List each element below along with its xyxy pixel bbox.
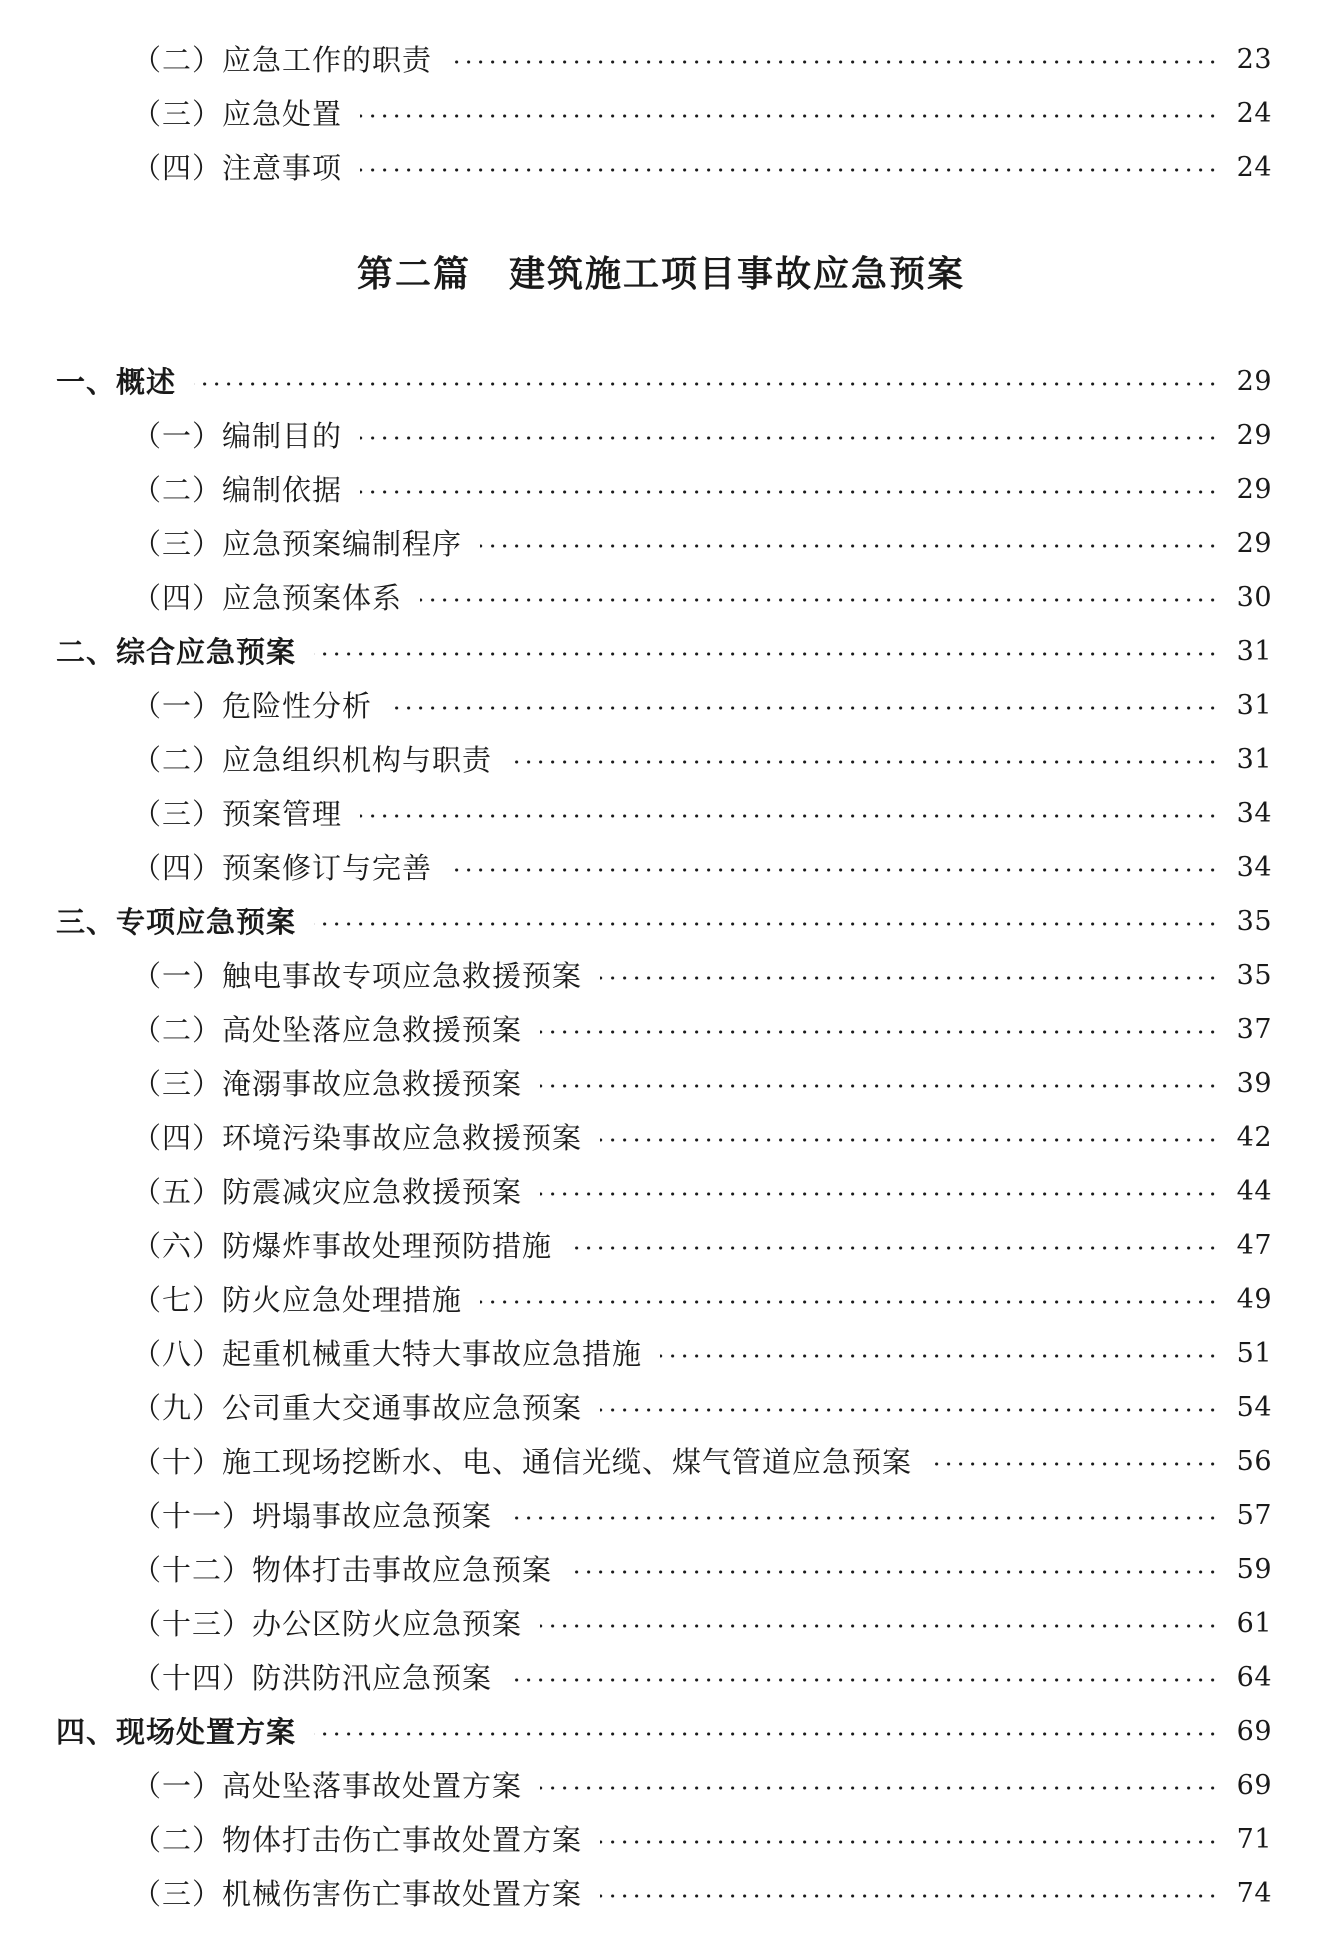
dot-leader — [600, 1408, 1219, 1412]
toc-entry-page: 29 — [1236, 474, 1272, 505]
toc-entry-page: 24 — [1236, 98, 1272, 129]
toc-entry-label: （一）编制目的 — [132, 419, 343, 453]
toc-entry[interactable] — [132, 1489, 1272, 1543]
toc-entry-label: （十一）坍塌事故应急预案 — [132, 1499, 493, 1533]
dot-leader — [540, 1192, 1219, 1196]
toc-entry-page: 54 — [1236, 1392, 1272, 1423]
toc-entry-label: （三）淹溺事故应急救援预案 — [132, 1067, 523, 1101]
toc-entry[interactable] — [132, 1597, 1272, 1651]
toc-entry-label: （六）防爆炸事故处理预防措施 — [132, 1229, 553, 1263]
toc-entry[interactable] — [132, 733, 1272, 787]
toc-entry[interactable] — [132, 1651, 1272, 1705]
dot-leader — [314, 922, 1219, 926]
toc-entry-label: （三）应急预案编制程序 — [132, 527, 463, 561]
toc-entry-page: 30 — [1236, 582, 1272, 613]
toc-entry-label: （四）环境污染事故应急救援预案 — [132, 1121, 583, 1155]
toc-entry[interactable] — [132, 1111, 1272, 1165]
toc-entry-page: 44 — [1236, 1176, 1272, 1207]
toc-entry-page: 69 — [1236, 1770, 1272, 1801]
toc-entry-label: （二）应急组织机构与职责 — [132, 743, 493, 777]
toc-entry-page: 31 — [1236, 690, 1272, 721]
dot-leader — [540, 1624, 1219, 1628]
toc-entry-label: （二）高处坠落应急救援预案 — [132, 1013, 523, 1047]
toc-entry-page: 49 — [1236, 1284, 1272, 1315]
toc-section[interactable] — [56, 625, 1272, 679]
dot-leader — [540, 1786, 1219, 1790]
toc-entry-page: 35 — [1236, 960, 1272, 991]
dot-leader — [360, 168, 1219, 172]
toc-entry-page: 34 — [1236, 798, 1272, 829]
toc-section-label: 一、概述 — [56, 365, 177, 399]
toc-entry-label: （四）应急预案体系 — [132, 581, 403, 615]
dot-leader — [480, 1300, 1219, 1304]
toc-entry[interactable] — [132, 33, 1272, 87]
toc-entry[interactable] — [132, 409, 1272, 463]
toc-entry-label: （一）触电事故专项应急救援预案 — [132, 959, 583, 993]
toc-entry-label: （三）机械伤害伤亡事故处置方案 — [132, 1877, 583, 1911]
toc-entry-page: 24 — [1236, 152, 1272, 183]
toc-entry-page: 57 — [1236, 1500, 1272, 1531]
dot-leader — [194, 382, 1219, 386]
dot-leader — [360, 114, 1219, 118]
toc-entry-label: （四）预案修订与完善 — [132, 851, 433, 885]
toc-entry[interactable] — [132, 517, 1272, 571]
toc-section-page: 31 — [1236, 636, 1272, 667]
toc-section[interactable] — [56, 895, 1272, 949]
dot-leader — [360, 490, 1219, 494]
toc-entry[interactable] — [132, 1165, 1272, 1219]
toc-entry-page: 34 — [1236, 852, 1272, 883]
toc-entry[interactable] — [132, 1219, 1272, 1273]
toc-entry-label: （二）编制依据 — [132, 473, 343, 507]
dot-leader — [510, 1678, 1219, 1682]
toc-section-page: 35 — [1236, 906, 1272, 937]
toc-entry[interactable] — [132, 1057, 1272, 1111]
dot-leader — [540, 1030, 1219, 1034]
toc-entry-label: （八）起重机械重大特大事故应急措施 — [132, 1337, 643, 1371]
toc-entry[interactable] — [132, 571, 1272, 625]
toc-section-page: 29 — [1236, 366, 1272, 397]
toc-entry-page: 31 — [1236, 744, 1272, 775]
toc-entry-page: 59 — [1236, 1554, 1272, 1585]
toc-entry-label: （十二）物体打击事故应急预案 — [132, 1553, 553, 1587]
toc-entry-label: （十三）办公区防火应急预案 — [132, 1607, 523, 1641]
toc-section-label: 三、专项应急预案 — [56, 905, 297, 939]
dot-leader — [570, 1570, 1219, 1574]
dot-leader — [540, 1084, 1219, 1088]
toc-entry[interactable] — [132, 1381, 1272, 1435]
toc-entry-label: （五）防震减灾应急救援预案 — [132, 1175, 523, 1209]
toc-entry[interactable] — [132, 1273, 1272, 1327]
toc-entry[interactable] — [132, 1435, 1272, 1489]
toc-entry-page: 64 — [1236, 1662, 1272, 1693]
dot-leader — [420, 598, 1219, 602]
toc-entry-label: （二）物体打击伤亡事故处置方案 — [132, 1823, 583, 1857]
dot-leader — [600, 976, 1219, 980]
toc-entry[interactable] — [132, 141, 1272, 195]
toc-entry[interactable] — [132, 787, 1272, 841]
dot-leader — [314, 652, 1219, 656]
toc-section-page: 69 — [1236, 1716, 1272, 1747]
dot-leader — [660, 1354, 1219, 1358]
dot-leader — [600, 1840, 1219, 1844]
toc-section[interactable] — [56, 1705, 1272, 1759]
dot-leader — [480, 544, 1219, 548]
toc-entry-page: 37 — [1236, 1014, 1272, 1045]
toc-entry-label: （十四）防洪防汛应急预案 — [132, 1661, 493, 1695]
toc-entry[interactable] — [132, 1759, 1272, 1813]
toc-entry[interactable] — [132, 1543, 1272, 1597]
toc-section[interactable] — [56, 355, 1272, 409]
toc-entry-label: （十）施工现场挖断水、电、通信光缆、煤气管道应急预案 — [132, 1445, 913, 1479]
toc-entry-label: （三）预案管理 — [132, 797, 343, 831]
toc-entry-label: （九）公司重大交通事故应急预案 — [132, 1391, 583, 1425]
dot-leader — [390, 706, 1219, 710]
toc-entry[interactable] — [132, 1813, 1272, 1867]
toc-entry[interactable] — [132, 1003, 1272, 1057]
toc-entry-page: 47 — [1236, 1230, 1272, 1261]
toc-entry[interactable] — [132, 1867, 1272, 1921]
dot-leader — [450, 868, 1219, 872]
toc-entry-page: 39 — [1236, 1068, 1272, 1099]
toc-entry-label: （三）应急处置 — [132, 97, 343, 131]
toc-entry[interactable] — [132, 949, 1272, 1003]
toc-entry-page: 56 — [1236, 1446, 1272, 1477]
dot-leader — [510, 1516, 1219, 1520]
toc-entry-page: 61 — [1236, 1608, 1272, 1639]
toc-entry-page: 23 — [1236, 44, 1272, 75]
toc-entry-label: （一）危险性分析 — [132, 689, 373, 723]
toc-entry-page: 51 — [1236, 1338, 1272, 1369]
toc-entry-page: 29 — [1236, 528, 1272, 559]
part-title: 第二篇 建筑施工项目事故应急预案 — [356, 253, 965, 295]
toc-entry-page: 29 — [1236, 420, 1272, 451]
toc-entry-page: 42 — [1236, 1122, 1272, 1153]
toc-entry-label: （一）高处坠落事故处置方案 — [132, 1769, 523, 1803]
toc-entry-label: （四）注意事项 — [132, 151, 343, 185]
dot-leader — [360, 814, 1219, 818]
dot-leader — [930, 1462, 1219, 1466]
dot-leader — [360, 436, 1219, 440]
dot-leader — [600, 1894, 1219, 1898]
toc-entry-page: 71 — [1236, 1824, 1272, 1855]
dot-leader — [600, 1138, 1219, 1142]
dot-leader — [314, 1732, 1219, 1736]
toc-entry-label: （七）防火应急处理措施 — [132, 1283, 463, 1317]
toc-entry[interactable] — [132, 679, 1272, 733]
toc-entry[interactable] — [132, 463, 1272, 517]
dot-leader — [450, 60, 1219, 64]
toc-entry[interactable] — [132, 841, 1272, 895]
toc-entry-label: （二）应急工作的职责 — [132, 43, 433, 77]
toc-section-label: 四、现场处置方案 — [56, 1715, 297, 1749]
toc-entry[interactable] — [132, 87, 1272, 141]
toc-entry-page: 74 — [1236, 1878, 1272, 1909]
toc-section-label: 二、综合应急预案 — [56, 635, 297, 669]
toc-entry[interactable] — [132, 1327, 1272, 1381]
dot-leader — [570, 1246, 1219, 1250]
dot-leader — [510, 760, 1219, 764]
